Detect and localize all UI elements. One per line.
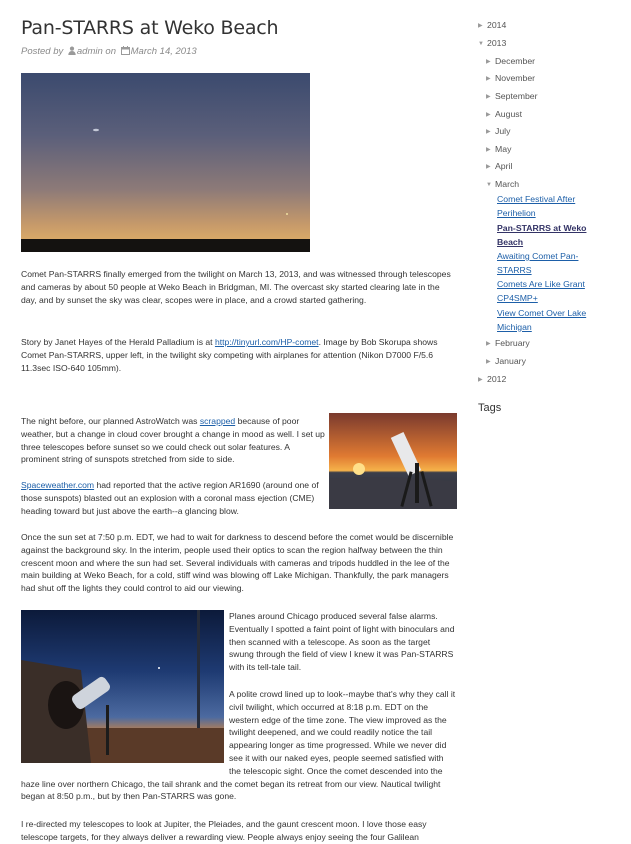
paragraph-3-text-a: The night before, our planned AstroWatch was (21, 416, 200, 426)
triangle-right-icon: ▶ (486, 129, 491, 135)
archive-year-2013[interactable] (478, 38, 506, 48)
paragraph-7-text: A polite crowd lined up to look--maybe that's why they call it civil twilight, which occurred at 8:18 p.m. EDT on the western edge of the time zone. The view improved as the twilight deepened, and we could readily notice the tail appearing longer as time progressed. While we never did see it with our naked eyes, people seemed satisfied with the telescopic sight. Once the comet descended into the haze line over northern Chicago, the tail shrank and the comet began its retreat from our view. Nautical twilight began at 8:50 p.m., but by then Pan-STARRS was gone. (21, 689, 456, 802)
archive-month-march[interactable] (486, 179, 519, 189)
triangle-right-icon: ▶ (486, 112, 491, 118)
triangle-right-icon: ▶ (486, 59, 491, 65)
archive-month-july[interactable] (486, 126, 510, 136)
archive-month-label: January (495, 356, 526, 366)
triangle-down-icon: ▼ (478, 41, 484, 47)
triangle-right-icon: ▶ (478, 23, 483, 29)
paragraph-2 (21, 336, 451, 374)
spaceweather-link[interactable]: Spaceweather.com (21, 480, 95, 490)
archive-month-label: March (495, 179, 520, 189)
triangle-right-icon: ▶ (478, 377, 483, 383)
calendar-icon (121, 46, 130, 58)
archive-year-label: 2014 (487, 20, 507, 30)
archive-month-september[interactable] (486, 91, 538, 101)
comet-twilight-photo (21, 73, 310, 252)
paragraph-4-text: had reported that the active region AR1690 (around one of those sunspots) blasted out an explosion with a coronal mass ejection (CME) heading toward but just above the earth--a glancing blow. (21, 480, 319, 516)
archive-month-label: September (495, 91, 538, 101)
archive-month-label: August (495, 109, 523, 119)
herald-palladium-link[interactable]: http://tinyurl.com/HP-comet (214, 337, 319, 347)
archive-month-november[interactable] (486, 73, 535, 83)
archive-year-label: 2013 (487, 38, 507, 48)
paragraph-7 (21, 688, 457, 803)
archive-month-may[interactable] (486, 144, 511, 154)
triangle-right-icon: ▶ (486, 359, 491, 365)
archive-month-january[interactable] (486, 356, 526, 366)
archive-year-2014[interactable] (478, 20, 506, 30)
archive-month-label: May (495, 144, 512, 154)
triangle-right-icon: ▶ (486, 164, 491, 170)
archive-post-pan-starrs-weko[interactable]: Pan-STARRS at Weko Beach (497, 223, 587, 247)
archive-post-comets-grant[interactable]: Comets Are Like Grant CP4SMP+ (497, 279, 585, 303)
archive-month-april[interactable] (486, 161, 512, 171)
archive-post-comet-festival[interactable]: Comet Festival After Perihelion (497, 194, 576, 218)
archive-post-view-comet[interactable]: View Comet Over Lake Michigan (497, 308, 587, 332)
archive-month-label: December (495, 56, 536, 66)
archive-month-august[interactable] (486, 109, 522, 119)
triangle-right-icon: ▶ (486, 94, 491, 100)
author-link[interactable]: admin (76, 46, 103, 57)
paragraph-3 (21, 415, 326, 466)
triangle-down-icon: ▼ (486, 182, 492, 188)
posted-by-label: Posted by (21, 46, 64, 57)
paragraph-6: Planes around Chicago produced several false alarms. Eventually I spotted a faint point of light with binoculars and then scanned with a telescope. As soon as the target swung through the field of view I knew it was Pan-STARRS with its tell-tale tail. (229, 611, 455, 673)
archive-year-2012[interactable] (478, 374, 506, 384)
archive-month-label: November (495, 73, 536, 83)
scrapped-link[interactable]: scrapped (199, 416, 236, 426)
triangle-right-icon: ▶ (486, 147, 491, 153)
post-title: Pan-STARRS at Weko Beach (21, 17, 279, 39)
paragraph-4 (21, 479, 326, 517)
archive-month-label: April (495, 161, 513, 171)
archive-month-label: February (495, 338, 530, 348)
archive-month-february[interactable] (486, 338, 530, 348)
archive-month-december[interactable] (486, 56, 535, 66)
archive-post-awaiting-comet[interactable]: Awaiting Comet Pan-STARRS (497, 251, 579, 275)
archive-year-label: 2012 (487, 374, 507, 384)
paragraph-3-text-b: because of poor weather, but a change in cloud cover brought a change in mood as well. I set up three telescopes before sunset so we could check out solar features. A prominent string of sunspots stretched from side to side. (21, 416, 325, 465)
user-icon (68, 46, 76, 58)
sunset-telescope-photo (329, 413, 457, 509)
paragraph-2-text-a: Story by Janet Hayes of the Herald Palladium is at (21, 337, 215, 347)
archive-month-label: July (495, 126, 511, 136)
post-date-link[interactable]: March 14, 2013 (130, 46, 197, 57)
paragraph-2-text-b: . Image by Bob Skorupa shows Comet Pan-STARRS, upper left, in the twilight sky competing with airplanes for attention (Nikon D7000 F/5.6 11.3sec ISO-640 105mm). (21, 337, 438, 373)
paragraph-8: I re-directed my telescopes to look at Jupiter, the Pleiades, and the gaunt crescent moon. I love those easy telescope targets, for they always deliver a rewarding view. People always enjoy seeing the four Galilean (21, 819, 427, 842)
post-meta (21, 46, 197, 58)
on-label: on (105, 46, 116, 57)
paragraph-5: Once the sun set at 7:50 p.m. EDT, we had to wait for darkness to descend before the comet would be discernible against the background sky. In the interim, people used their optics to scan the region halfway between the thin crescent moon and where the sun had set. Several individuals with cameras and tripods huddled in the lee of the main building at Weko Beach, for a cold, stiff wind was blowing off Lake Michigan. Thankfully, the park managers had shut off the lights they could control to aid our viewing. (21, 532, 454, 594)
paragraph-1: Comet Pan-STARRS finally emerged from the twilight on March 13, 2013, and was witnessed through telescopes and cameras by about 50 people at Weko Beach in Bridgman, MI. The overcast sky started clearing late in the day, and by sunset the sky was clear, scopes were in place, and a crowd started gathering. (21, 269, 451, 305)
triangle-right-icon: ▶ (486, 76, 491, 82)
tags-heading: Tags (478, 402, 502, 414)
triangle-right-icon: ▶ (486, 341, 491, 347)
